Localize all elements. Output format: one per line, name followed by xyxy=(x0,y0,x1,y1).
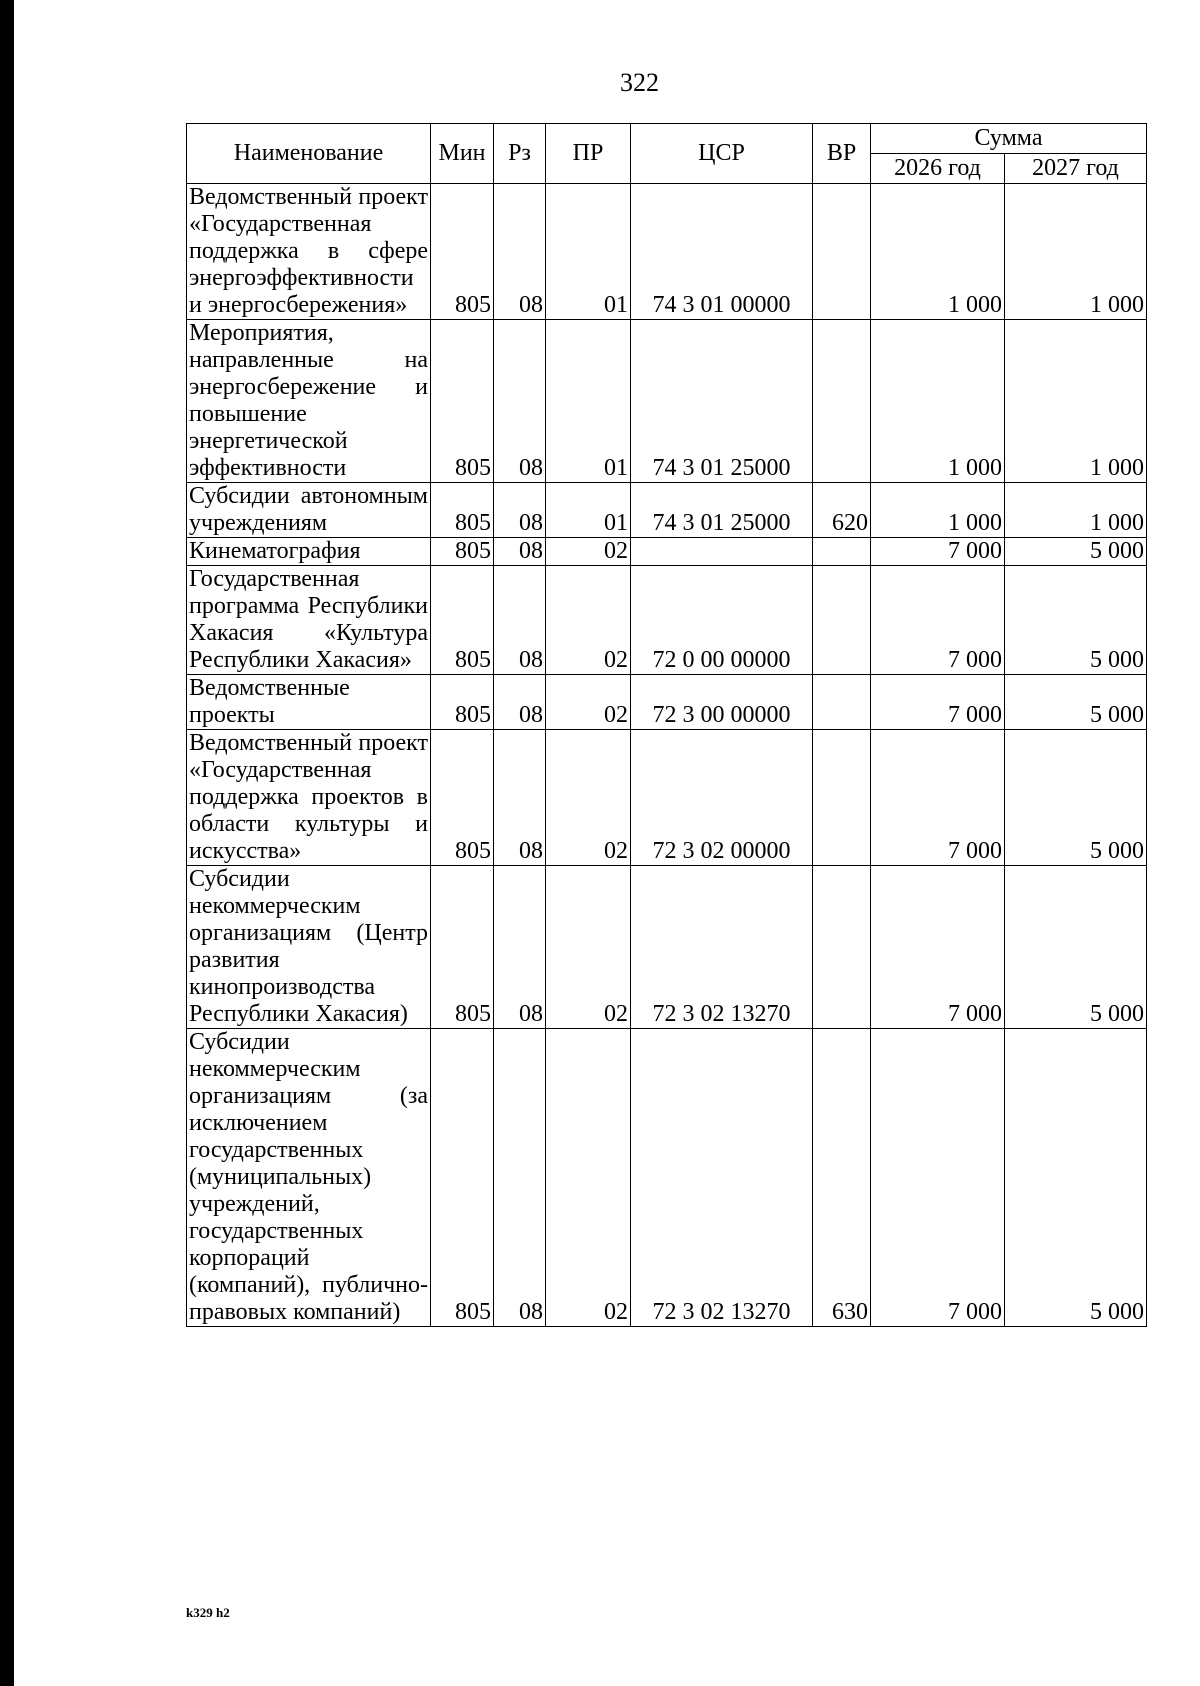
row-min: 805 xyxy=(431,675,494,730)
row-name: Субсидии некоммерческим организациям (за исключением государственных (муниципальных) учреждений, государственных корпораций (компаний), публично-правовых компаний) xyxy=(187,1029,431,1327)
row-min: 805 xyxy=(431,866,494,1029)
row-pr: 02 xyxy=(546,675,631,730)
row-sum-2026: 7 000 xyxy=(871,866,1005,1029)
row-pr: 02 xyxy=(546,566,631,675)
row-sum-2027: 5 000 xyxy=(1005,566,1147,675)
row-csr: 72 3 02 00000 xyxy=(631,730,813,866)
row-sum-2027: 1 000 xyxy=(1005,184,1147,320)
header-sum: Сумма xyxy=(871,124,1147,154)
row-name: Кинематография xyxy=(187,538,431,566)
row-sum-2026: 7 000 xyxy=(871,730,1005,866)
budget-table xyxy=(186,123,1147,1327)
row-rz: 08 xyxy=(494,675,546,730)
row-sum-2027: 5 000 xyxy=(1005,1029,1147,1327)
table-row xyxy=(187,1029,1147,1327)
row-pr: 02 xyxy=(546,538,631,566)
header-name: Наименование xyxy=(187,124,431,184)
row-sum-2026: 7 000 xyxy=(871,675,1005,730)
row-min: 805 xyxy=(431,1029,494,1327)
row-csr: 74 3 01 25000 xyxy=(631,320,813,483)
row-name: Государственная программа Республики Хакасия «Культура Республики Хакасия» xyxy=(187,566,431,675)
row-min: 805 xyxy=(431,184,494,320)
row-sum-2027: 1 000 xyxy=(1005,320,1147,483)
row-sum-2026: 7 000 xyxy=(871,1029,1005,1327)
row-rz: 08 xyxy=(494,483,546,538)
row-sum-2027: 1 000 xyxy=(1005,483,1147,538)
header-vr: ВР xyxy=(813,124,871,184)
row-vr xyxy=(813,730,871,866)
table-row xyxy=(187,730,1147,866)
row-sum-2026: 7 000 xyxy=(871,538,1005,566)
row-sum-2026: 1 000 xyxy=(871,320,1005,483)
row-vr xyxy=(813,538,871,566)
row-rz: 08 xyxy=(494,538,546,566)
footer-code: k329 h2 xyxy=(186,1605,230,1620)
header-year-2027: 2027 год xyxy=(1005,154,1147,184)
row-pr: 02 xyxy=(546,866,631,1029)
row-vr xyxy=(813,866,871,1029)
row-csr: 72 3 00 00000 xyxy=(631,675,813,730)
row-csr: 72 0 00 00000 xyxy=(631,566,813,675)
row-vr: 620 xyxy=(813,483,871,538)
row-rz: 08 xyxy=(494,730,546,866)
header-csr: ЦСР xyxy=(631,124,813,184)
row-rz: 08 xyxy=(494,320,546,483)
row-rz: 08 xyxy=(494,866,546,1029)
row-min: 805 xyxy=(431,538,494,566)
row-name: Ведомственный проект «Государственная поддержка проектов в области культуры и искусства» xyxy=(187,730,431,866)
row-pr: 02 xyxy=(546,730,631,866)
table-row xyxy=(187,675,1147,730)
row-name: Ведомственный проект «Государственная поддержка в сфере энергоэффективности и энергосбережения» xyxy=(187,184,431,320)
table-row xyxy=(187,184,1147,320)
table-row xyxy=(187,866,1147,1029)
row-pr: 01 xyxy=(546,320,631,483)
row-rz: 08 xyxy=(494,184,546,320)
row-min: 805 xyxy=(431,483,494,538)
row-rz: 08 xyxy=(494,566,546,675)
table-row xyxy=(187,483,1147,538)
row-sum-2027: 5 000 xyxy=(1005,730,1147,866)
row-sum-2027: 5 000 xyxy=(1005,538,1147,566)
row-pr: 02 xyxy=(546,1029,631,1327)
table-row xyxy=(187,538,1147,566)
row-sum-2027: 5 000 xyxy=(1005,866,1147,1029)
scan-edge-bar xyxy=(0,0,14,1686)
header-min: Мин xyxy=(431,124,494,184)
row-vr xyxy=(813,566,871,675)
row-sum-2026: 7 000 xyxy=(871,566,1005,675)
row-name: Мероприятия, направленные на энергосбережение и повышение энергетической эффективности xyxy=(187,320,431,483)
header-rz: Рз xyxy=(494,124,546,184)
row-min: 805 xyxy=(431,730,494,866)
row-vr: 630 xyxy=(813,1029,871,1327)
row-vr xyxy=(813,184,871,320)
row-name: Ведомственные проекты xyxy=(187,675,431,730)
row-csr: 74 3 01 00000 xyxy=(631,184,813,320)
row-csr: 72 3 02 13270 xyxy=(631,866,813,1029)
row-min: 805 xyxy=(431,320,494,483)
row-pr: 01 xyxy=(546,184,631,320)
row-csr: 74 3 01 25000 xyxy=(631,483,813,538)
row-name: Субсидии некоммерческим организациям (Центр развития кинопроизводства Республики Хакасия) xyxy=(187,866,431,1029)
row-name: Субсидии автономным учреждениям xyxy=(187,483,431,538)
header-year-2026: 2026 год xyxy=(871,154,1005,184)
row-csr xyxy=(631,538,813,566)
row-vr xyxy=(813,320,871,483)
row-rz: 08 xyxy=(494,1029,546,1327)
row-sum-2026: 1 000 xyxy=(871,184,1005,320)
header-pr: ПР xyxy=(546,124,631,184)
page-number: 322 xyxy=(620,68,659,97)
table-row xyxy=(187,320,1147,483)
row-pr: 01 xyxy=(546,483,631,538)
row-csr: 72 3 02 13270 xyxy=(631,1029,813,1327)
row-sum-2026: 1 000 xyxy=(871,483,1005,538)
row-vr xyxy=(813,675,871,730)
row-min: 805 xyxy=(431,566,494,675)
row-sum-2027: 5 000 xyxy=(1005,675,1147,730)
table-row xyxy=(187,566,1147,675)
